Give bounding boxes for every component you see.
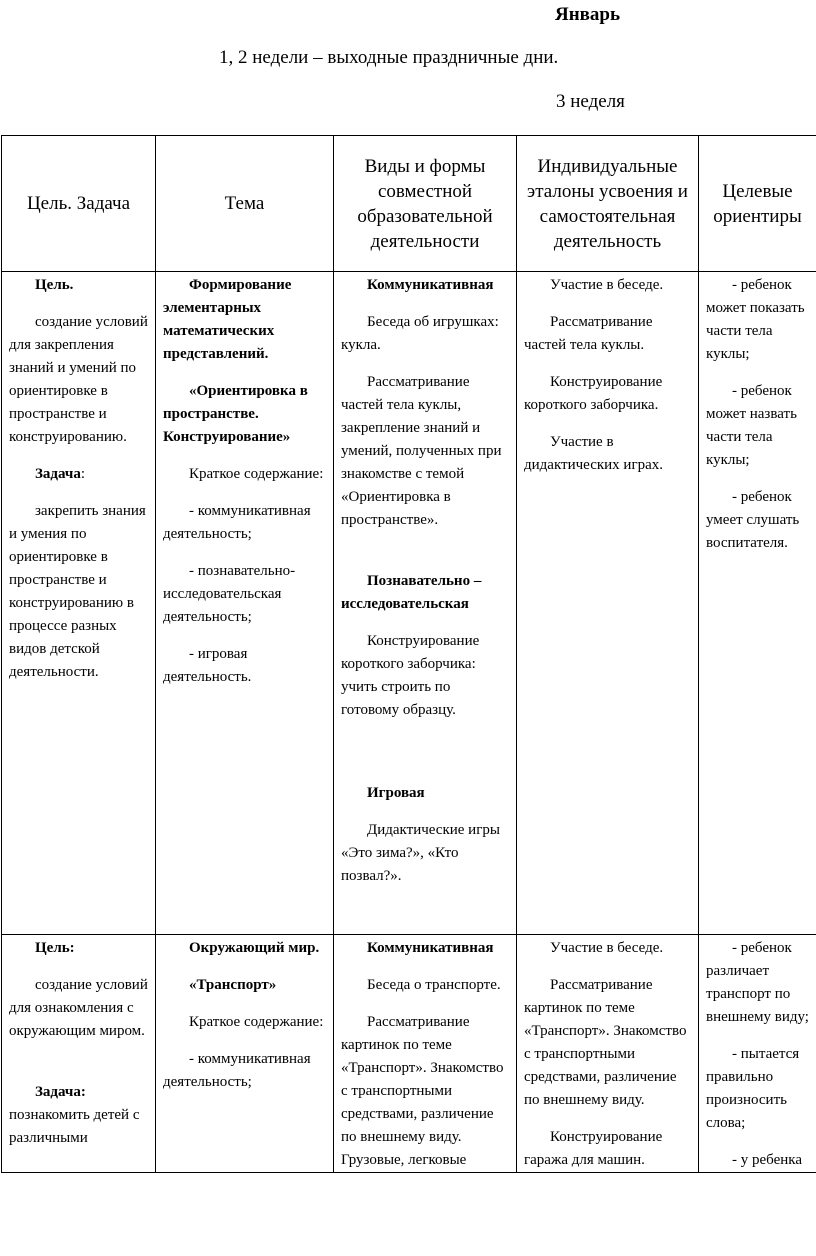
activity-title: Коммуникативная — [367, 277, 494, 293]
table-row — [2, 935, 816, 1173]
goal-text: создание условий для закрепления знаний и умений по ориентировке в пространстве и конструированию. — [9, 314, 148, 445]
theme-cell — [156, 935, 334, 1173]
individual-item: Участие в дидактических играх. — [524, 434, 664, 473]
header-goal-task: Цель. Задача — [2, 136, 156, 272]
activity-text: Беседа о транспорте. — [367, 977, 501, 993]
activity-cell — [334, 272, 517, 935]
theme-area: Формирование элементарных математических представлений. — [163, 277, 292, 362]
activity-text: Дидактические игры «Это зима?», «Кто позвал?». — [341, 822, 500, 884]
month-title: Январь — [555, 4, 621, 25]
theme-summary-label: Краткое содержание: — [189, 1014, 324, 1030]
activity-cell — [334, 935, 517, 1173]
task-label: Задача — [35, 466, 81, 482]
theme-title: «Транспорт» — [189, 977, 277, 993]
activity-text: Беседа об игрушках: кукла. — [341, 314, 499, 353]
theme-item: - познавательно-исследовательская деятельность; — [163, 563, 296, 625]
theme-item: - коммуникативная деятельность; — [163, 503, 311, 542]
individual-item: Рассматривание частей тела куклы. — [524, 314, 653, 353]
activity-text: Рассматривание картинок по теме «Транспорт». Знакомство с транспортными средствами, различение по внешнему виду. Грузовые, легковые — [341, 1014, 504, 1168]
goal-label: Цель: — [35, 940, 75, 956]
activity-text: Рассматривание частей тела куклы, закрепление знаний и умений, полученных при знакомстве с темой «Ориентировка в пространстве». — [341, 374, 502, 528]
theme-summary-label: Краткое содержание: — [189, 466, 324, 482]
goal-task-cell — [2, 272, 156, 935]
task-text: закрепить знания и умения по ориентировке в пространстве и конструированию в процессе разных видов детской деятельности. — [9, 503, 146, 680]
individual-cell — [517, 272, 699, 935]
activity-title: Коммуникативная — [367, 940, 494, 956]
individual-item: Участие в беседе. — [550, 277, 664, 293]
activity-text: Конструирование короткого заборчика: учить строить по готовому образцу. — [341, 633, 480, 718]
header-individual-standards: Индивидуальные эталоны усвоения и самостоятельная деятельность — [517, 136, 699, 272]
individual-item: Конструирование короткого заборчика. — [524, 374, 663, 413]
header-theme: Тема — [156, 136, 334, 272]
theme-item: - игровая деятельность. — [163, 646, 252, 685]
goal-label: Цель. — [35, 277, 74, 293]
targets-cell — [699, 272, 816, 935]
individual-cell — [517, 935, 699, 1173]
theme-cell — [156, 272, 334, 935]
goal-task-cell — [2, 935, 156, 1173]
task-heading — [9, 463, 150, 486]
target-item: - ребенок различает транспорт по внешнему виду; — [706, 940, 809, 1025]
holiday-note: 1, 2 недели – выходные праздничные дни. — [219, 47, 559, 68]
theme-area: Окружающий мир. — [189, 940, 320, 956]
individual-item: Участие в беседе. — [550, 940, 664, 956]
target-item: - ребенок может назвать части тела куклы; — [706, 383, 797, 468]
theme-item: - коммуникативная деятельность; — [163, 1051, 311, 1090]
activity-title: Познавательно – исследовательская — [341, 573, 482, 612]
activity-title: Игровая — [367, 785, 425, 801]
individual-item: Конструирование гаража для машин. — [524, 1129, 663, 1168]
individual-item: Рассматривание картинок по теме «Транспорт». Знакомство с транспортными средствами, различение по внешнему виду. — [524, 977, 687, 1108]
task-label: Задача: — [35, 1084, 86, 1100]
header-activity-forms: Виды и формы совместной образовательной деятельности — [334, 136, 517, 272]
target-item: - у ребенка — [732, 1152, 802, 1168]
lesson-plan-table — [1, 135, 816, 1173]
task-text: познакомить детей с различными — [9, 1107, 140, 1146]
theme-title: «Ориентировка в пространстве. Конструирование» — [163, 383, 308, 445]
table-header-row — [2, 136, 816, 272]
target-item: - ребенок умеет слушать воспитателя. — [706, 489, 800, 551]
task-colon: : — [80, 466, 86, 482]
header-target-guidelines: Целевые ориентиры — [699, 136, 816, 272]
goal-text: создание условий для ознакомления с окружающим миром. — [9, 977, 148, 1039]
target-item: - пытается правильно произносить слова; — [706, 1046, 800, 1131]
table-row — [2, 272, 816, 935]
targets-cell — [699, 935, 816, 1173]
target-item: - ребенок может показать части тела куклы; — [706, 277, 805, 362]
week-label: 3 неделя — [556, 91, 625, 112]
